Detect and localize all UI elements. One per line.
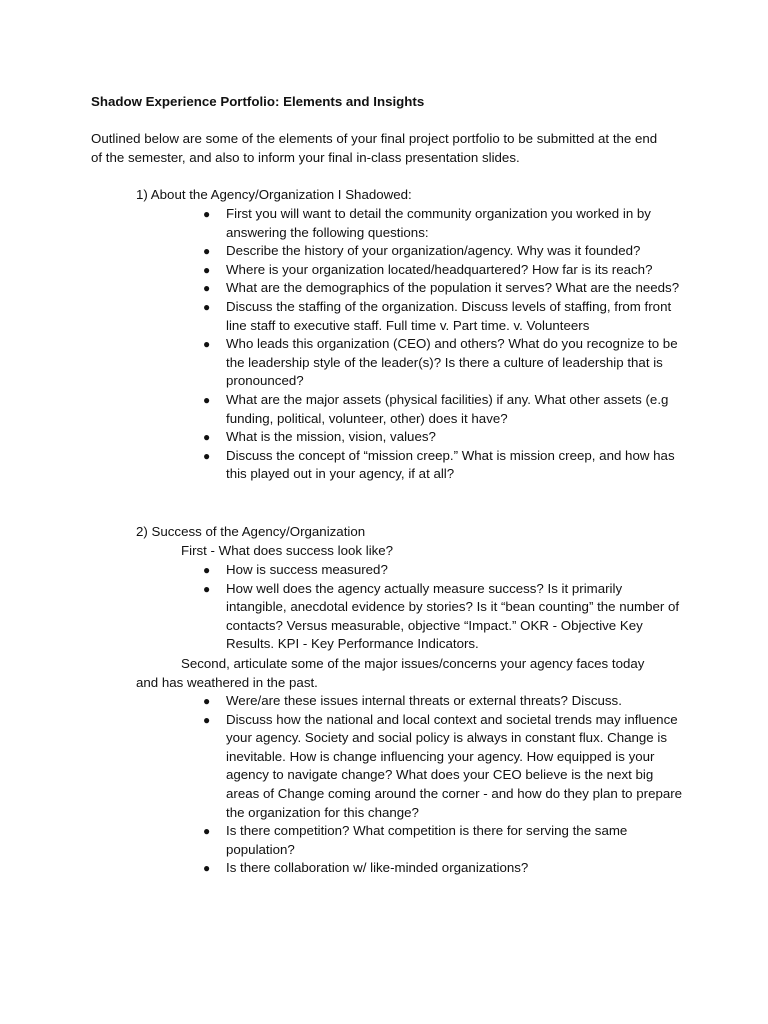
section-1-bullet-item-text: Who leads this organization (CEO) and others? What do you recognize to be the leadership style of the leader(s)? Is there a culture of leadership that is pronounced?	[226, 336, 678, 389]
success-first-bullet-list	[203, 561, 683, 654]
bullet-icon: ●	[203, 448, 211, 463]
document-title: Shadow Experience Portfolio: Elements and Insights	[91, 94, 425, 109]
section-1-bullet-item	[203, 428, 683, 447]
section-1-bullet-item-text: Describe the history of your organization/agency. Why was it founded?	[226, 243, 641, 259]
bullet-icon: ●	[203, 861, 211, 876]
bullet-icon: ●	[203, 430, 211, 445]
success-second-bullet-item-text: Is there competition? What competition is there for serving the same population?	[226, 823, 628, 857]
section-1-bullet-item-text: What are the major assets (physical facilities) if any. What other assets (e.g funding, political, volunteer, other) does it have?	[226, 391, 669, 426]
bullet-icon: ●	[203, 299, 211, 314]
bullet-icon: ●	[203, 337, 211, 352]
bullet-icon: ●	[203, 207, 211, 221]
bullet-icon: ●	[203, 281, 211, 296]
section-2-heading: 2) Success of the Agency/Organization	[136, 524, 366, 539]
success-second-bullet-item	[203, 859, 683, 878]
bullet-icon: ●	[203, 563, 211, 577]
success-second-bullet-item	[203, 822, 683, 859]
section-1-heading: 1) About the Agency/Organization I Shadowed:	[136, 187, 412, 202]
section-1-bullet-item	[203, 335, 683, 391]
section-1-bullet-item	[203, 298, 683, 335]
success-second-bullet-list	[203, 692, 683, 878]
success-second-bullet-item	[203, 692, 683, 711]
success-second-bullet-item-text: Discuss how the national and local context and societal trends may influence your agency. Society and social policy is always in constant flux. Change is inevitable. How is change influencing your agency. How equipped is your agency to navigate change? What does your CEO believe is the next big areas of Change coming around the corner - and how do they plan to prepare the organization for this change?	[226, 711, 683, 820]
section-1-bullet-item-text: What are the demographics of the population it serves? What are the needs?	[226, 280, 680, 296]
bullet-icon: ●	[203, 244, 211, 259]
section-1-bullet-item	[203, 279, 683, 298]
section-1-bullet-item	[203, 391, 683, 428]
success-first-heading: First - What does success look like?	[181, 543, 394, 558]
success-first-bullet-item-text: How well does the agency actually measure success? Is it primarily intangible, anecdotal evidence by stories? Is it “bean counting” the number of contacts? Versus measurable, objective “Impact.” OKR - Objective Key Results. KPI - Key Performance Indicators.	[226, 580, 680, 652]
success-first-bullet-item	[203, 561, 683, 580]
success-second-bullet-item-text: Were/are these issues internal threats or external threats? Discuss.	[226, 693, 622, 708]
success-second-paragraph: Second, articulate some of the major issues/concerns your agency faces today and has weathered in the past.	[136, 656, 645, 690]
section-1-bullet-item	[203, 242, 683, 261]
section-1-bullet-item-text: What is the mission, vision, values?	[226, 429, 436, 445]
bullet-icon: ●	[203, 694, 211, 708]
section-1-bullet-item-text: Where is your organization located/headquartered? How far is its reach?	[226, 261, 653, 277]
section-1-bullet-item	[203, 261, 683, 280]
success-first-bullet-item-text: How is success measured?	[226, 562, 388, 577]
section-1-bullet-item-text: Discuss the concept of “mission creep.” What is mission creep, and how has this played out in your agency, if at all?	[226, 447, 675, 482]
bullet-icon: ●	[203, 824, 211, 839]
section-1-bullet-item	[203, 205, 683, 242]
bullet-icon: ●	[203, 581, 211, 596]
bullet-icon: ●	[203, 712, 211, 727]
success-second-bullet-item	[203, 711, 683, 823]
section-1-bullet-item-text: Discuss the staffing of the organization. Discuss levels of staffing, from front line staff to executive staff. Full time v. Part time. v. Volunteers	[226, 298, 672, 333]
bullet-icon: ●	[203, 262, 211, 277]
success-second-bullet-item-text: Is there collaboration w/ like-minded organizations?	[226, 860, 529, 876]
section-1-bullet-item	[203, 447, 683, 484]
bullet-icon: ●	[203, 392, 211, 407]
success-first-bullet-item	[203, 580, 683, 654]
intro-paragraph: Outlined below are some of the elements of your final project portfolio to be submitted at the end of the semester, and also to inform your final in-class presentation slides.	[91, 131, 658, 165]
section-1-bullet-list	[203, 205, 683, 484]
section-1-bullet-item-text: First you will want to detail the community organization you worked in by answering the following questions:	[226, 206, 651, 240]
